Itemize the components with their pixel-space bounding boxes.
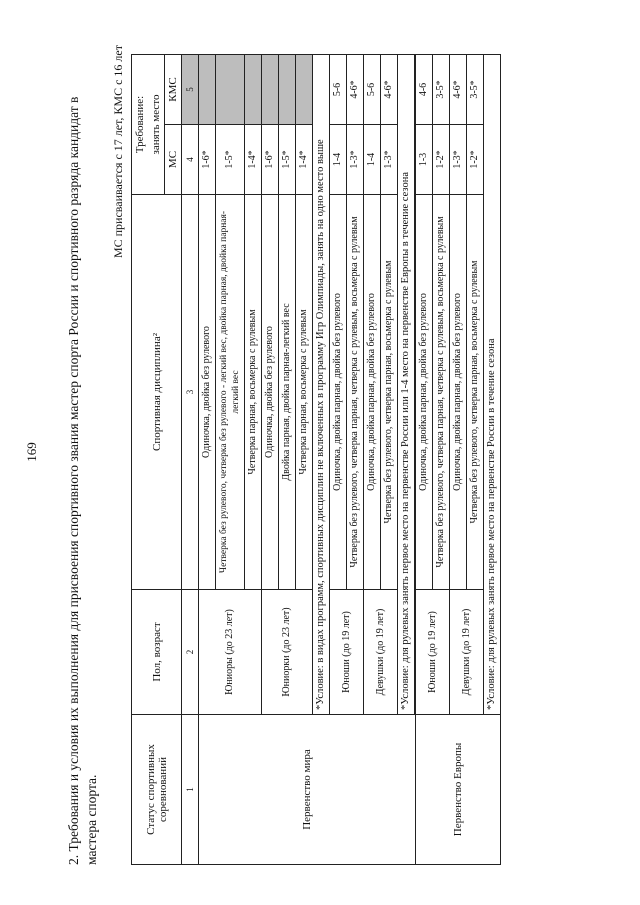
kms-cell: 3-5* (467, 55, 484, 125)
col-number: 5 (182, 55, 199, 125)
ms-cell: 1-6* (199, 125, 216, 195)
discipline-cell: Четверка без рулевого, четверка парная, восьмерка с рулевым (381, 195, 398, 590)
discipline-cell: Четверка без рулевого, четверка парная, восьмерка с рулевым (467, 195, 484, 590)
header-place: занять место (148, 55, 165, 195)
kms-cell: 4-6* (381, 55, 398, 125)
requirements-table (131, 54, 501, 865)
discipline-cell: Четверка без рулевого, четверка парная, четверка с рулевым, восьмерка с рулевым (433, 195, 450, 590)
discipline-cell: Четверка без рулевого, четверка без рулевого - легкий вес, двойка парная, двойка парная-легкий вес (216, 195, 245, 590)
kms-cell: 5-6 (330, 55, 347, 125)
ms-cell: 1-2* (433, 125, 450, 195)
discipline-cell: Одиночка, двойка парная, двойка без рулевого (330, 195, 347, 590)
discipline-cell: Четверка без рулевого, четверка парная, четверка с рулевым, восьмерка с рулевым (347, 195, 364, 590)
section-heading: 2. Требования и условия их выполнения для присвоения спортивного звания мастер спорта России и спортивного разряда кандидат в мастера спорта. (66, 96, 99, 865)
sex-age-cell: Юниорки (до 23 лет) (262, 590, 313, 715)
header-status: Статус спортивных соревнований (132, 715, 182, 865)
sex-age-cell: Девушки (до 19 лет) (364, 590, 398, 715)
kms-cell: 5-6 (364, 55, 381, 125)
header-ms: МС (165, 125, 182, 195)
rotated-page-content (55, 25, 615, 885)
kms-cell (245, 55, 262, 125)
column-number-row (182, 55, 199, 865)
sex-age-cell: Юноши (до 19 лет) (330, 590, 364, 715)
age-note: МС присваивается с 17 лет, КМС с 16 лет (111, 45, 125, 259)
ms-cell: 1-6* (262, 125, 279, 195)
col-number: 2 (182, 590, 199, 715)
ms-cell: 1-3* (347, 125, 364, 195)
kms-cell (296, 55, 313, 125)
discipline-cell: Одиночка, двойка парная, двойка без рулевого (364, 195, 381, 590)
sex-age-cell: Юноши (до 19 лет) (416, 590, 450, 715)
kms-cell: 4-6* (347, 55, 364, 125)
kms-cell: 3-5* (433, 55, 450, 125)
col-number: 3 (182, 195, 199, 590)
ms-cell: 1-4 (330, 125, 347, 195)
ms-cell: 1-5* (216, 125, 245, 195)
kms-cell (216, 55, 245, 125)
kms-cell (262, 55, 279, 125)
ms-cell: 1-3 (416, 125, 433, 195)
header-sex-age: Пол, возраст (132, 590, 182, 715)
condition-text: *Условие: для рулевых занять первое место на первенстве России в течение сезона (484, 55, 501, 715)
condition-text: *Условие: для рулевых занять первое место на первенстве России или 1-4 место на первенстве Европы в течение сезона (398, 55, 415, 715)
ms-cell: 1-2* (467, 125, 484, 195)
discipline-cell: Четверка парная, восьмерка с рулевым (296, 195, 313, 590)
condition-text: *Условие: в видах программ, спортивных дисциплин не включенных в программу Игр Олимпиады, занять на одно место выше (313, 55, 330, 715)
kms-cell: 4-6* (450, 55, 467, 125)
discipline-cell: Одиночка, двойка без рулевого (262, 195, 279, 590)
status-world: Первенство мира (199, 715, 416, 865)
table-row (199, 55, 216, 865)
header-discipline: Спортивная дисциплина² (132, 195, 182, 590)
sex-age-cell: Юниоры (до 23 лет) (199, 590, 262, 715)
ms-cell: 1-3* (381, 125, 398, 195)
discipline-cell: Одиночка, двойка парная, двойка без рулевого (416, 195, 433, 590)
ms-cell: 1-5* (279, 125, 296, 195)
col-number: 4 (182, 125, 199, 195)
kms-cell (199, 55, 216, 125)
kms-cell: 4-6 (416, 55, 433, 125)
header-row (132, 55, 149, 865)
ms-cell: 1-4* (296, 125, 313, 195)
header-kms: КМС (165, 55, 182, 125)
sex-age-cell: Девушки (до 19 лет) (450, 590, 484, 715)
discipline-cell: Одиночка, двойка без рулевого (199, 195, 216, 590)
ms-cell: 1-4 (364, 125, 381, 195)
header-requirement: Требование: (132, 55, 149, 195)
discipline-cell: Двойка парная, двойка парная-легкий вес (279, 195, 296, 590)
ms-cell: 1-3* (450, 125, 467, 195)
ms-cell: 1-4* (245, 125, 262, 195)
page-number: 169 (24, 442, 39, 462)
table-row (416, 55, 433, 865)
status-europe: Первенство Европы (416, 715, 501, 865)
discipline-cell: Одиночка, двойка парная, двойка без рулевого (450, 195, 467, 590)
kms-cell (279, 55, 296, 125)
col-number: 1 (182, 715, 199, 865)
discipline-cell: Четверка парная, восьмерка с рулевым (245, 195, 262, 590)
